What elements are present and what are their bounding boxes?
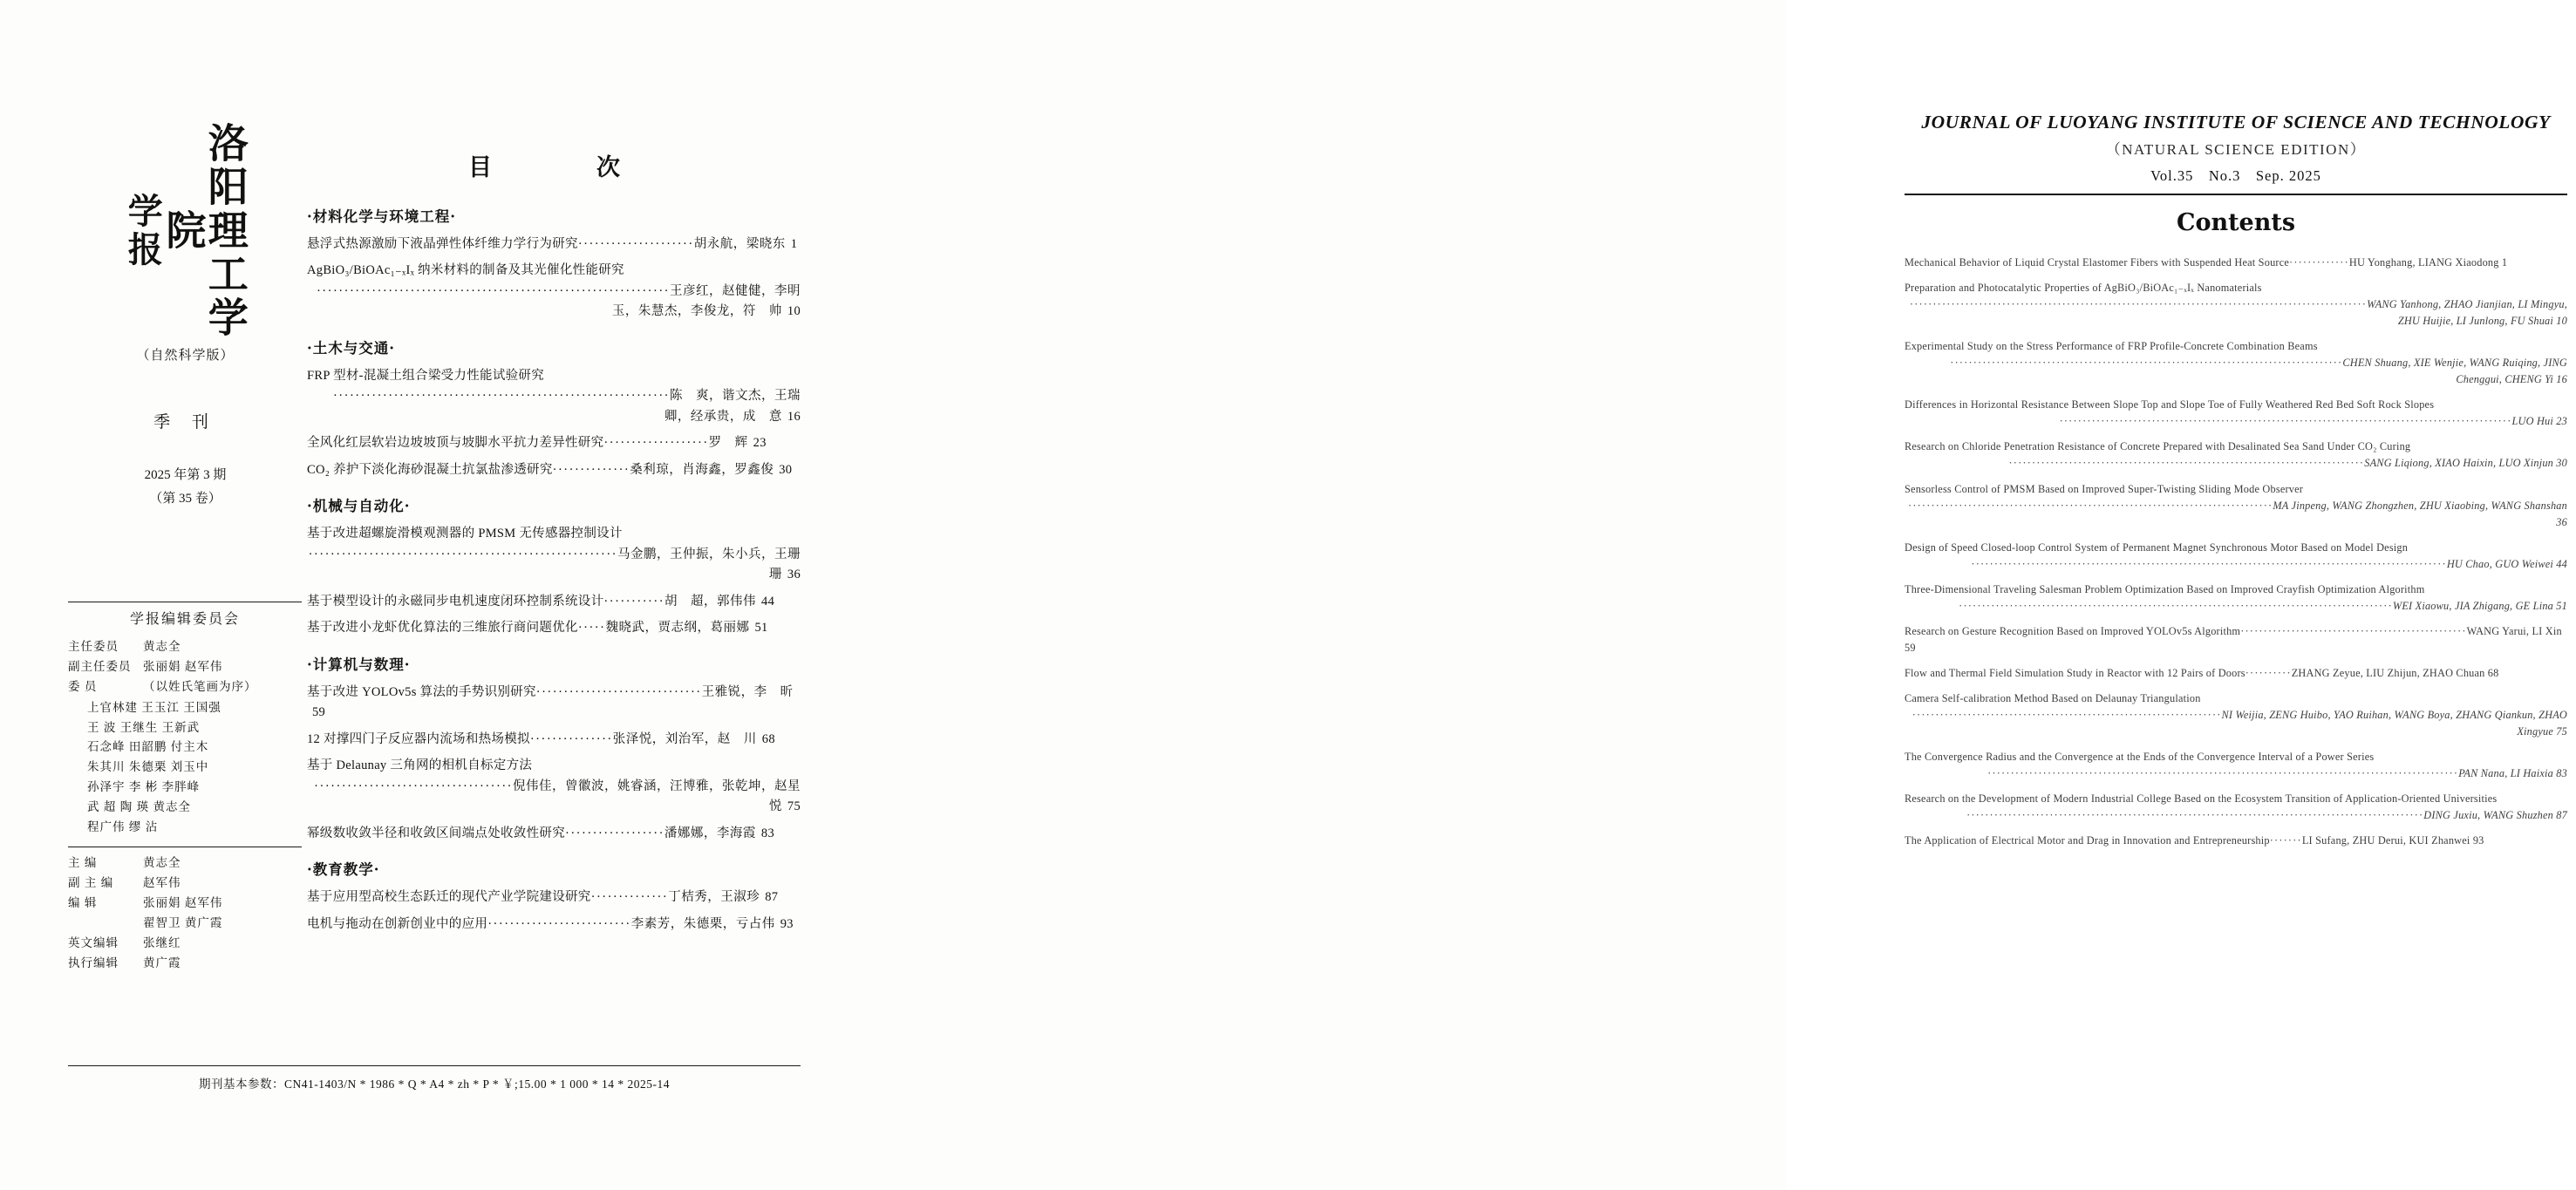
journal-edition-en: （NATURAL SCIENCE EDITION） bbox=[2105, 141, 2367, 158]
editorial-label: 副 主 编 bbox=[68, 876, 114, 890]
journal-volume-en: Vol.35 No.3 Sep. 2025 bbox=[2150, 167, 2321, 184]
entry-authors-en: SANG Liqiong, XIAO Haixin, LUO Xinjun 30 bbox=[2364, 457, 2567, 470]
editorial-value: 黄志全 bbox=[143, 856, 181, 870]
entry-title-en: Three-Dimensional Traveling Salesman Problem Optimization Based on Improved Crayfish Optimization Algorithm bbox=[1905, 582, 2425, 595]
entry-page: 83 bbox=[760, 826, 775, 840]
entry-authors-en: LUO Hui 23 bbox=[2511, 415, 2567, 428]
toc-entry-en[interactable] bbox=[1905, 791, 2567, 824]
entry-title-en: Research on Chloride Penetration Resistance of Concrete Prepared with Desalinated Sea Sand Under CO₂ Curing bbox=[1905, 440, 2411, 453]
editorial-label: 主任委员 bbox=[68, 639, 119, 653]
entry-authors-en: HU Chao, GUO Weiwei 44 bbox=[2446, 557, 2567, 570]
journal-basic-parameters: 期刊基本参数：CN41-1403/N * 1986 * Q * A4 * zh * P * ￥;15.00 * 1 000 * 14 * 2025-14 bbox=[199, 1078, 670, 1091]
english-masthead bbox=[1896, 112, 2576, 185]
editorial-value: 黄志全 bbox=[143, 639, 181, 653]
toc-entry[interactable] bbox=[307, 887, 801, 908]
leader-dots: ······································································································ bbox=[1987, 767, 2459, 780]
entry-title-en: Design of Speed Closed-loop Control System of Permanent Magnet Synchronous Motor Based on Model Design bbox=[1905, 541, 2409, 554]
editorial-label: 委 员 bbox=[68, 679, 98, 693]
entry-authors-en: DING Juxiu, WANG Shuzhen 87 bbox=[2423, 809, 2567, 822]
editorial-staff bbox=[68, 854, 302, 973]
editorial-row bbox=[68, 915, 302, 933]
footer-divider bbox=[68, 1065, 801, 1066]
entry-title: FRP 型材-混凝土组合梁受力性能试验研究 bbox=[307, 368, 545, 383]
entry-page: 87 bbox=[765, 890, 779, 905]
entry-title: 全风化红层软岩边坡坡顶与坡脚水平抗力差异性研究 bbox=[307, 436, 604, 451]
contents-heading-en: Contents bbox=[2176, 209, 2296, 236]
toc-entry[interactable] bbox=[307, 433, 801, 453]
leader-dots: ············· bbox=[2289, 256, 2349, 269]
entry-authors-en: PAN Nana, LI Haixia 83 bbox=[2458, 767, 2567, 780]
toc-entry-en[interactable] bbox=[1905, 540, 2567, 573]
member-line: 朱其川 朱德栗 刘玉中 bbox=[87, 760, 209, 774]
toc-entry[interactable] bbox=[307, 460, 801, 480]
editorial-value: 赵军伟 bbox=[143, 876, 181, 890]
entry-page: 44 bbox=[761, 594, 775, 609]
editorial-label: 编 辑 bbox=[68, 895, 98, 909]
leader-dots: ····· bbox=[577, 621, 606, 636]
entry-authors: 魏晓武，贾志纲，葛丽娜 bbox=[605, 621, 750, 636]
entry-authors: 罗 辉 bbox=[708, 436, 748, 451]
entry-authors: 胡 超，郭伟伟 bbox=[664, 594, 757, 609]
editorial-value: 张继红 bbox=[143, 935, 181, 949]
leader-dots: ······························ bbox=[535, 684, 702, 699]
entry-authors: 潘娜娜，李海霞 bbox=[664, 826, 756, 840]
entry-authors: 李素芳，朱德栗，亏占伟 bbox=[630, 916, 775, 931]
leader-dots: ···································· bbox=[314, 779, 513, 793]
entry-authors-en: CHEN Shuang, XIE Wenjie, WANG Ruiqing, JING Chenggui, CHENG Yi 16 bbox=[2342, 357, 2567, 386]
entry-authors-en: WANG Yarui, LI Xin 59 bbox=[1905, 624, 2562, 654]
entry-title: 12 对撑四门子反应器内流场和热场模拟 bbox=[307, 731, 530, 746]
entry-title-en: Differences in Horizontal Resistance Between Slope Top and Slope Toe of Fully Weathered Red Bed Soft Rock Slopes bbox=[1905, 398, 2435, 411]
toc-entry-en[interactable] bbox=[1905, 481, 2567, 531]
toc-entry[interactable] bbox=[307, 915, 801, 935]
entry-page: 68 bbox=[761, 731, 775, 746]
editorial-row bbox=[68, 894, 302, 913]
entry-title: 幂级数收敛半径和收敛区间端点处收敛性研究 bbox=[307, 826, 565, 840]
editorial-value: 张丽娟 赵军伟 bbox=[143, 659, 223, 673]
toc-entry-en[interactable] bbox=[1905, 665, 2567, 682]
editorial-board bbox=[68, 602, 302, 975]
toc-section-heading: ·教育教学· bbox=[307, 861, 380, 879]
member-line: 孙泽宇 李 彬 李胖峰 bbox=[87, 780, 201, 794]
leader-dots: ·················· bbox=[565, 826, 664, 840]
leader-dots: ············································································· bbox=[2008, 457, 2365, 470]
journal-edition-cn: （自然科学版） bbox=[136, 349, 235, 363]
entry-title: AgBiO₃/BiOAc₁₋ₓIₓ 纳米材料的制备及其光催化性能研究 bbox=[307, 263, 624, 278]
entry-authors: 张泽悦，刘治军，赵 川 bbox=[612, 731, 757, 746]
entry-page: 75 bbox=[787, 799, 801, 814]
right-page-english bbox=[893, 0, 2567, 1190]
entry-authors-en: NI Weijia, ZENG Huibo, YAO Ruihan, WANG Boya, ZHANG Qiankun, ZHAO Xingyue 75 bbox=[2221, 709, 2567, 738]
contents-list-en bbox=[1905, 255, 2567, 858]
editorial-value: （以姓氏笔画为序） bbox=[143, 679, 257, 693]
entry-title: 基于改进 YOLOv5s 算法的手势识别研究 bbox=[307, 684, 536, 699]
toc-entry-en[interactable] bbox=[1905, 338, 2567, 388]
editorial-value: 张丽娟 赵军伟 bbox=[143, 895, 223, 909]
member-line: 石念峰 田韶鹏 付主木 bbox=[87, 740, 209, 754]
editorial-row bbox=[68, 935, 302, 953]
toc-entry[interactable] bbox=[307, 824, 801, 844]
entry-authors-en: MA Jinpeng, WANG Zhongzhen, ZHU Xiaobing, WANG Shanshan 36 bbox=[2273, 499, 2567, 528]
leader-dots: ··············· bbox=[529, 731, 613, 746]
journal-issue: 2025 年第 3 期 bbox=[144, 468, 227, 482]
entry-title-en: Research on Gesture Recognition Based on Improved YOLOv5s Algorithm bbox=[1905, 624, 2241, 637]
toc-section-heading: ·计算机与数理· bbox=[307, 656, 411, 673]
leader-dots: ································································ bbox=[316, 283, 670, 298]
table-of-contents bbox=[307, 148, 801, 941]
toc-entry[interactable] bbox=[307, 524, 801, 585]
toc-entry-en[interactable] bbox=[1905, 280, 2567, 330]
entry-authors: 王彦红，赵健健，李明玉，朱慧杰，李俊龙，符 帅 bbox=[611, 283, 801, 319]
entry-authors-en: WANG Yanhong, ZHAO Jianjian, LI Mingyu, ZHU Huijie, LI Junlong, FU Shuai 10 bbox=[2367, 298, 2567, 328]
entry-authors: 倪伟佳，曾徽波，姚睿涵，汪博雅，张乾坤，赵星悦 bbox=[513, 779, 801, 814]
leader-dots: ················································· bbox=[2240, 624, 2467, 637]
leader-dots: ·············· bbox=[552, 462, 630, 477]
editorial-row bbox=[68, 638, 302, 656]
editorial-row bbox=[68, 658, 302, 677]
toc-entry[interactable] bbox=[307, 592, 801, 612]
toc-section-heading: ·土木与交通· bbox=[307, 339, 395, 357]
leader-dots: ··········· bbox=[603, 594, 665, 609]
toc-section-heading: ·机械与自动化· bbox=[307, 498, 411, 515]
member-line: 上官林建 王玉江 王国强 bbox=[87, 700, 221, 714]
toc-title: 目 次 bbox=[468, 154, 639, 181]
toc-entry-en[interactable] bbox=[1905, 397, 2567, 430]
entry-authors: 王雅锐，李 昕 bbox=[701, 684, 794, 699]
toc-entry[interactable] bbox=[307, 261, 801, 322]
entry-page: 51 bbox=[754, 621, 768, 636]
entry-title-en: Flow and Thermal Field Simulation Study in Reactor with 12 Pairs of Doors bbox=[1905, 666, 2245, 679]
toc-entry[interactable] bbox=[307, 683, 801, 724]
leader-dots: ··································································································· bbox=[1966, 809, 2424, 822]
editorial-label: 主 编 bbox=[68, 856, 98, 870]
english-header-divider bbox=[1905, 194, 2567, 195]
entry-title-en: Preparation and Photocatalytic Properties of AgBiO₃/BiOAc₁₋ₓIₓ Nanomaterials bbox=[1905, 282, 2262, 295]
toc-entry[interactable] bbox=[307, 730, 801, 750]
editorial-members bbox=[87, 698, 302, 839]
toc-entry[interactable] bbox=[307, 756, 801, 817]
leader-dots: ························································ bbox=[308, 547, 617, 561]
entry-authors-en: ZHANG Zeyue, LIU Zhijun, ZHAO Chuan 68 bbox=[2291, 666, 2499, 679]
entry-title: 悬浮式热源激励下液晶弹性体纤维力学行为研究 bbox=[307, 237, 578, 251]
editorial-row bbox=[68, 955, 302, 973]
editorial-label: 英文编辑 bbox=[68, 935, 119, 949]
toc-entry-en[interactable] bbox=[1905, 581, 2567, 615]
entry-page: 30 bbox=[779, 462, 793, 477]
left-page-chinese bbox=[0, 0, 893, 1190]
editorial-value: 黄广霞 bbox=[143, 955, 181, 969]
member-line: 王 波 王继生 王新武 bbox=[87, 720, 201, 734]
entry-authors: 胡永航，梁晓东 bbox=[693, 237, 786, 251]
entry-page: 59 bbox=[312, 705, 326, 720]
entry-title: 基于模型设计的永磁同步电机速度闭环控制系统设计 bbox=[307, 594, 604, 609]
leader-dots: ······························································································ bbox=[1959, 599, 2393, 612]
editorial-value: 翟智卫 黄广霞 bbox=[143, 915, 223, 929]
entry-page: 23 bbox=[753, 436, 767, 451]
toc-entry-en[interactable] bbox=[1905, 833, 2567, 849]
entry-authors-en: LI Sufang, ZHU Derui, KUI Zhanwei 93 bbox=[2301, 834, 2484, 847]
entry-title-en: The Application of Electrical Motor and Drag in Innovation and Entrepreneurship bbox=[1905, 834, 2270, 847]
entry-page: 10 bbox=[787, 304, 801, 319]
leader-dots: ····················································································· bbox=[1950, 357, 2343, 370]
toc-entry-en[interactable] bbox=[1905, 255, 2567, 271]
entry-page: 93 bbox=[780, 916, 794, 931]
editorial-row bbox=[68, 874, 302, 893]
entry-title-en: Research on the Development of Modern Industrial College Based on the Ecosystem Transition of Application-Oriented Universities bbox=[1905, 792, 2498, 806]
leader-dots: ····················· bbox=[577, 237, 694, 251]
journal-frequency: 季 刊 bbox=[153, 413, 217, 432]
leader-dots: ······· bbox=[2269, 834, 2302, 847]
toc-entry-en[interactable] bbox=[1905, 749, 2567, 782]
toc-entry-en[interactable] bbox=[1905, 623, 2567, 656]
entry-page: 16 bbox=[787, 409, 801, 424]
entry-title-en: Sensorless Control of PMSM Based on Improved Super-Twisting Sliding Mode Observer bbox=[1905, 482, 2304, 495]
journal-volume: （第 35 卷） bbox=[149, 492, 221, 506]
editorial-row bbox=[68, 854, 302, 873]
toc-entry[interactable] bbox=[307, 235, 801, 255]
entry-title: CO₂ 养护下淡化海砂混凝土抗氯盐渗透研究 bbox=[307, 462, 553, 477]
entry-title: 电机与拖动在创新创业中的应用 bbox=[307, 916, 488, 931]
leader-dots: ·························· bbox=[487, 916, 631, 931]
entry-authors-en: WEI Xiaowu, JIA Zhigang, GE Lina 51 bbox=[2392, 599, 2567, 612]
leader-dots: ··································································· bbox=[1912, 709, 2222, 722]
leader-dots: ······································································································· bbox=[1971, 557, 2447, 570]
entry-page: 1 bbox=[790, 237, 798, 251]
toc-entry-en[interactable] bbox=[1905, 690, 2567, 740]
journal-title-en: JOURNAL OF LUOYANG INSTITUTE OF SCIENCE AND TECHNOLOGY bbox=[1921, 112, 2551, 133]
editorial-board-title: 学报编辑委员会 bbox=[129, 612, 240, 627]
leader-dots: ·············· bbox=[590, 890, 669, 905]
masthead bbox=[92, 122, 279, 511]
entry-authors: 马金鹏，王仲振，朱小兵，王珊珊 bbox=[617, 547, 801, 582]
leader-dots: ·································································································· bbox=[2059, 415, 2512, 428]
entry-page: 36 bbox=[787, 568, 801, 582]
toc-entry[interactable] bbox=[307, 366, 801, 427]
entry-title-en: Mechanical Behavior of Liquid Crystal Elastomer Fibers with Suspended Heat Source bbox=[1905, 256, 2290, 269]
leader-dots: ··································································································· bbox=[1909, 298, 2368, 311]
entry-title: 基于应用型高校生态跃迁的现代产业学院建设研究 bbox=[307, 890, 591, 905]
toc-entry-en[interactable] bbox=[1905, 439, 2567, 472]
leader-dots: ····························································· bbox=[332, 389, 670, 404]
editorial-label: 副主任委员 bbox=[68, 659, 132, 673]
masthead-vertical-title bbox=[92, 122, 279, 340]
editorial-label: 执行编辑 bbox=[68, 955, 119, 969]
member-line: 武 超 陶 瑛 黄志全 bbox=[87, 800, 191, 814]
entry-authors: 丁桔秀，王淑珍 bbox=[668, 890, 760, 905]
toc-entry[interactable] bbox=[307, 618, 801, 638]
toc-section-heading: ·材料化学与环境工程· bbox=[307, 208, 456, 225]
entry-title-en: Experimental Study on the Stress Performance of FRP Profile-Concrete Combination Beams bbox=[1905, 340, 2318, 353]
entry-authors: 陈 爽，谐文杰，王瑞卿，经承贵，成 意 bbox=[664, 389, 801, 424]
entry-title: 基于 Delaunay 三角网的相机自标定方法 bbox=[307, 758, 533, 773]
editorial-row bbox=[68, 678, 302, 697]
journal-word-cn: 学报 bbox=[122, 193, 164, 269]
entry-title-en: Camera Self-calibration Method Based on Delaunay Triangulation bbox=[1905, 691, 2201, 704]
member-line: 程广伟 缪 沾 bbox=[87, 820, 159, 834]
entry-title: 基于改进小龙虾优化算法的三维旅行商问题优化 bbox=[307, 621, 578, 636]
journal-name-cn: 洛阳理工学院 bbox=[160, 122, 249, 340]
leader-dots: ··················· bbox=[603, 436, 709, 451]
entry-authors: 桑利琼，肖海鑫，罗鑫俊 bbox=[630, 462, 774, 477]
entry-authors-en: HU Yonghang, LIANG Xiaodong 1 bbox=[2348, 256, 2508, 269]
entry-title: 基于改进超螺旋滑模观测器的 PMSM 无传感器控制设计 bbox=[307, 527, 623, 541]
leader-dots: ·········· bbox=[2245, 666, 2292, 679]
leader-dots: ··············································································· bbox=[1908, 499, 2273, 512]
entry-title-en: The Convergence Radius and the Convergence at the Ends of the Convergence Interval of a Power Series bbox=[1905, 751, 2375, 764]
